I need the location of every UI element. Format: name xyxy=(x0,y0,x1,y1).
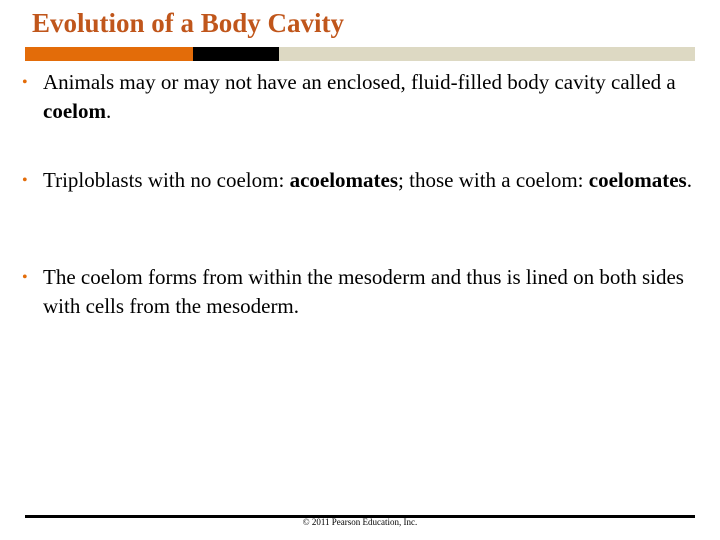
bullet-text-segment: Animals may or may not have an enclosed, fluid-filled body cavity called a xyxy=(43,70,676,94)
bullet-icon: • xyxy=(22,269,28,286)
title-bar-black-segment xyxy=(193,47,279,61)
title-bar-beige-segment xyxy=(279,47,695,61)
bullet-bold-term: coelom xyxy=(43,99,106,123)
bullet-text-segment: . xyxy=(105,99,112,123)
bullet-item xyxy=(22,68,702,126)
bullet-bold-term: acoelomates xyxy=(289,168,399,192)
bullet-bold-term: coelomates xyxy=(588,168,687,192)
bullet-text-segment: ; those with a coelom: xyxy=(398,168,589,192)
copyright-footer: © 2011 Pearson Education, Inc. xyxy=(302,517,418,527)
title-bar-orange-segment xyxy=(25,47,193,61)
bullet-text-segment: Triploblasts with no coelom: xyxy=(43,168,290,192)
slide-title: Evolution of a Body Cavity xyxy=(32,8,345,38)
bullet-text-segment: The coelom forms from within the mesoderm and thus is lined on both sides with cells from the mesoderm. xyxy=(43,265,684,318)
title-underline-bar xyxy=(25,47,695,61)
bullet-icon: • xyxy=(22,172,28,189)
bullet-text-segment: . xyxy=(686,168,692,192)
bullet-item xyxy=(22,166,702,195)
bullet-item xyxy=(22,263,702,321)
bullet-icon: • xyxy=(22,74,28,91)
